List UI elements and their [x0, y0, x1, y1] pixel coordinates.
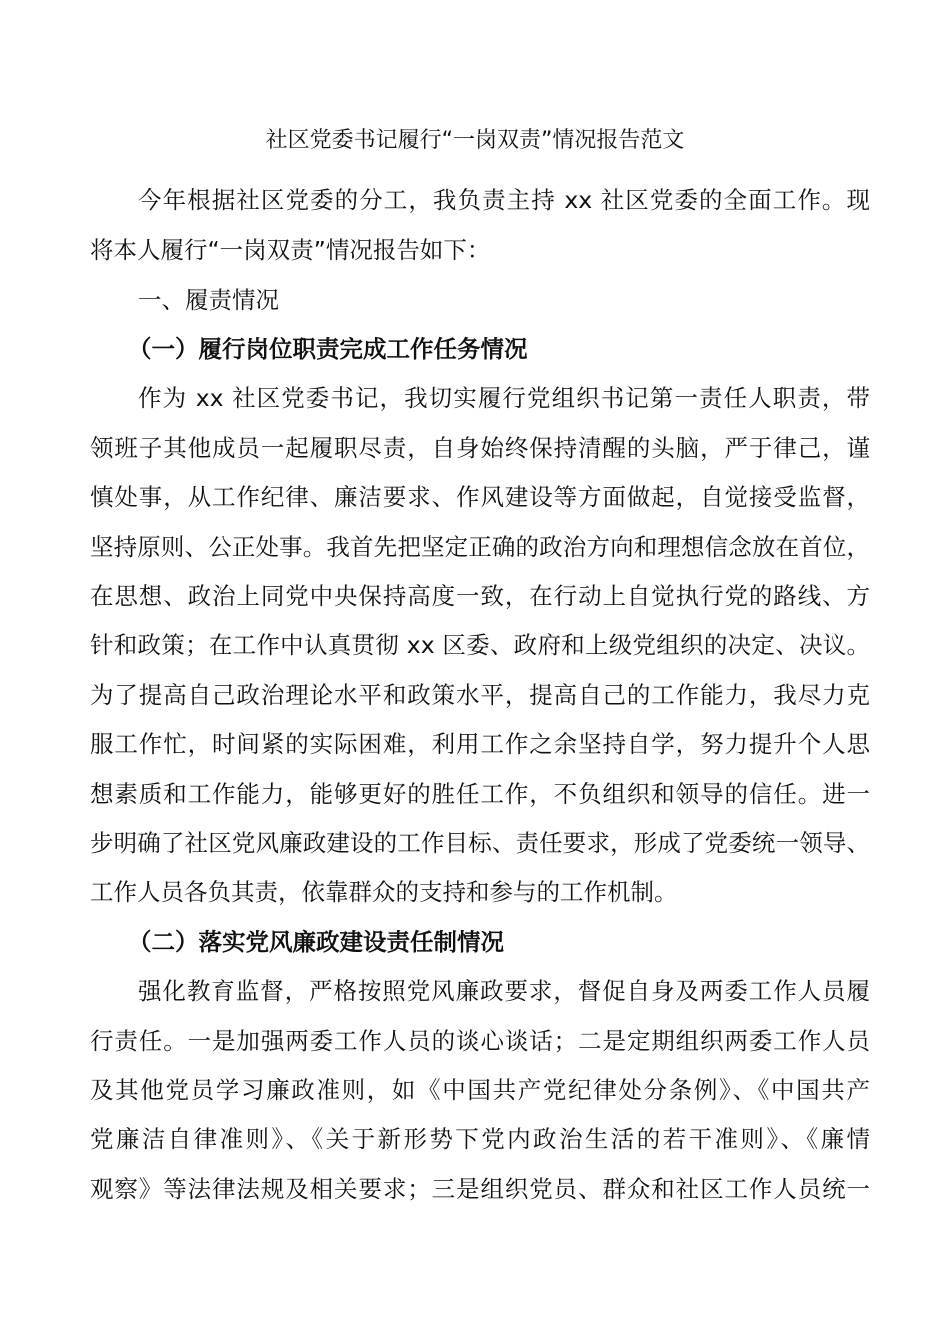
body-line: 领班子其他成员一起履职尽责，自身始终保持清醒的头脑，严于律己，谨	[90, 434, 870, 462]
body-line: 工作人员各负其责，依靠群众的支持和参与的工作机制。	[90, 878, 678, 906]
section-one-heading: 一、履责情况	[138, 286, 279, 314]
body-line: 慎处事，从工作纪律、廉洁要求、作风建设等方面做起，自觉接受监督，	[90, 483, 870, 511]
intro-line: 将本人履行“一岗双责”情况报告如下：	[90, 236, 491, 264]
document-title: 社区党委书记履行“一岗双责”情况报告范文	[265, 128, 685, 153]
body-line: 坚持原则、公正处事。我首先把坚定正确的政治方向和理想信念放在首位，	[90, 533, 870, 561]
body-line: 想素质和工作能力，能够更好的胜任工作，不负组织和领导的信任。进一	[90, 780, 870, 808]
body-line: 强化教育监督，严格按照党风廉政要求，督促自身及两委工作人员履	[138, 977, 870, 1005]
body-line: 行责任。一是加强两委工作人员的谈心谈话；二是定期组织两委工作人员	[90, 1027, 870, 1055]
body-line: 党廉洁自律准则》、《关于新形势下党内政治生活的若干准则》、《廉情	[90, 1125, 870, 1153]
subsection-one-heading: （一）履行岗位职责完成工作任务情况	[128, 335, 528, 363]
subsection-two-heading: （二）落实党风廉政建设责任制情况	[128, 928, 504, 956]
body-line: 为了提高自己政治理论水平和政策水平，提高自己的工作能力，我尽力克	[90, 681, 870, 709]
body-line: 步明确了社区党风廉政建设的工作目标、责任要求，形成了党委统一领导、	[90, 829, 870, 857]
body-line: 观察》等法律法规及相关要求；三是组织党员、群众和社区工作人员统一	[90, 1175, 870, 1203]
body-line: 针和政策；在工作中认真贯彻 xx 区委、政府和上级党组织的决定、决议。	[90, 631, 870, 659]
body-line: 及其他党员学习廉政准则，如《中国共产党纪律处分条例》、《中国共产	[90, 1076, 870, 1104]
body-line: 作为 xx 社区党委书记，我切实履行党组织书记第一责任人职责，带	[138, 384, 870, 412]
intro-line: 今年根据社区党委的分工，我负责主持 xx 社区党委的全面工作。现	[138, 186, 870, 214]
body-line: 服工作忙，时间紧的实际困难，利用工作之余坚持自学，努力提升个人思	[90, 730, 870, 758]
body-line: 在思想、政治上同党中央保持高度一致，在行动上自觉执行党的路线、方	[90, 582, 870, 610]
